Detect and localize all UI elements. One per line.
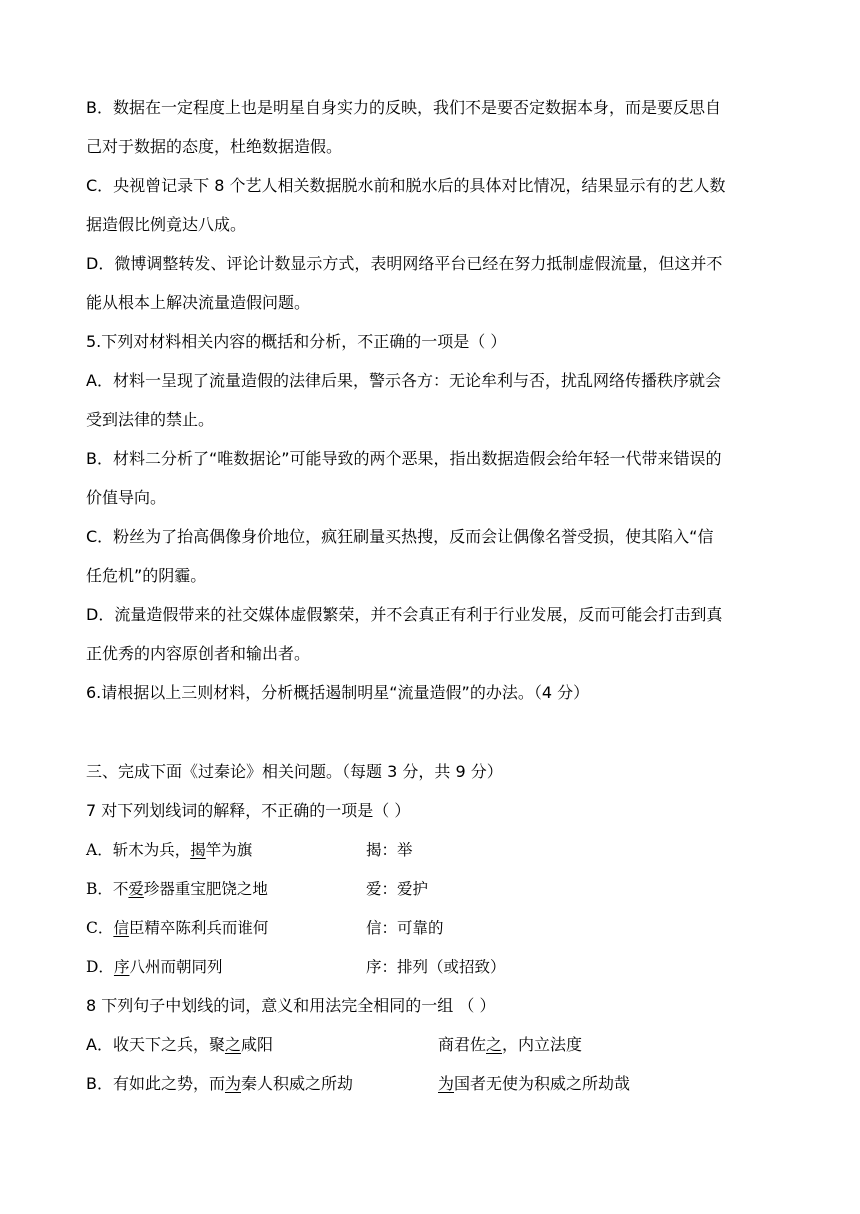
q7-d-text: D．序八州而朝同列 (86, 958, 223, 976)
q4-option-c-line1: C．央视曾记录下 8 个艺人相关数据脱水前和脱水后的具体对比情况，结果显示有的艺人数 (86, 176, 726, 195)
q7-option-d (86, 957, 222, 977)
q7-c-text: C．信臣精卒陈利兵而谁何 (86, 919, 269, 937)
underlined-word: 为 (224, 1074, 241, 1093)
underlined-word: 信 (113, 919, 129, 937)
q7-option-b (86, 879, 268, 899)
q5-option-d-line2: 正优秀的内容原创者和输出者。 (86, 644, 311, 663)
q7-option-b-gloss: 爱：爱护 (366, 880, 429, 898)
q5-option-b-line1: B．材料二分析了“唯数据论”可能导致的两个恶果，指出数据造假会给年轻一代带来错误的 (86, 449, 722, 468)
underlined-word: 序 (113, 958, 130, 976)
q7-option-c-gloss: 信：可靠的 (366, 919, 444, 937)
q4-option-d-line2: 能从根本上解决流量造假问题。 (86, 293, 311, 312)
q7-option-d-gloss: 序：排列（或招致） (366, 958, 506, 976)
section3-heading: 三、完成下面《过秦论》相关问题。（每题 3 分，共 9 分） (86, 762, 503, 781)
q7-option-a-gloss: 揭：举 (366, 841, 413, 859)
q7-a-text: A．斩木为兵，揭竿为旗 (86, 841, 253, 859)
q7-stem: 7 对下列划线词的解释，不正确的一项是（ ） (86, 801, 411, 820)
q4-option-c-line2: 据造假比例竟达八成。 (86, 215, 247, 234)
q7-b-text: B．不爱珍器重宝肥饶之地 (86, 880, 268, 898)
underlined-word: 之 (486, 1035, 503, 1054)
q5-option-c-line1: C．粉丝为了抬高偶像身价地位，疯狂刷量买热搜，反而会让偶像名誉受损，使其陷入“信 (86, 527, 714, 546)
q5-option-a-line2: 受到法律的禁止。 (86, 410, 215, 429)
underlined-word: 之 (224, 1035, 241, 1054)
q6-stem: 6.请根据以上三则材料，分析概括遏制明星“流量造假”的办法。（4 分） (86, 683, 590, 702)
q5-stem: 5.下列对材料相关内容的概括和分析，不正确的一项是（ ） (86, 332, 507, 351)
underlined-word: 爱 (128, 880, 144, 898)
q7-option-a (86, 840, 252, 860)
q8-option-a-right: 商君佐之，内立法度 (438, 1035, 583, 1054)
q4-option-d-line1: D．微博调整转发、评论计数显示方式，表明网络平台已经在努力抵制虚假流量，但这并不 (86, 254, 723, 273)
q5-option-b-line2: 价值导向。 (86, 488, 167, 507)
underlined-word: 揭 (190, 841, 206, 859)
q5-option-a-line1: A．材料一呈现了流量造假的法律后果，警示各方：无论牟利与否，扰乱网络传播秩序就会 (86, 371, 721, 390)
q8-option-b-left: B．有如此之势，而为秦人积威之所劫 (86, 1074, 354, 1093)
q8-option-b-right: 为国者无使为积威之所劫哉 (438, 1074, 631, 1093)
underlined-word: 为 (438, 1074, 455, 1093)
q7-option-c (86, 918, 268, 938)
q8-stem: 8 下列句子中划线的词，意义和用法完全相同的一组 （ ） (86, 996, 496, 1015)
q5-option-d-line1: D．流量造假带来的社交媒体虚假繁荣，并不会真正有利于行业发展，反而可能会打击到真 (86, 605, 723, 624)
q8-option-a-left: A．收天下之兵，聚之咸阳 (86, 1035, 273, 1054)
q4-option-b-line2: 己对于数据的态度，杜绝数据造假。 (86, 137, 343, 156)
q5-option-c-line2: 任危机”的阴霾。 (86, 566, 207, 585)
q4-option-b-line1: B．数据在一定程度上也是明星自身实力的反映，我们不是要否定数据本身，而是要反思自 (86, 98, 721, 117)
